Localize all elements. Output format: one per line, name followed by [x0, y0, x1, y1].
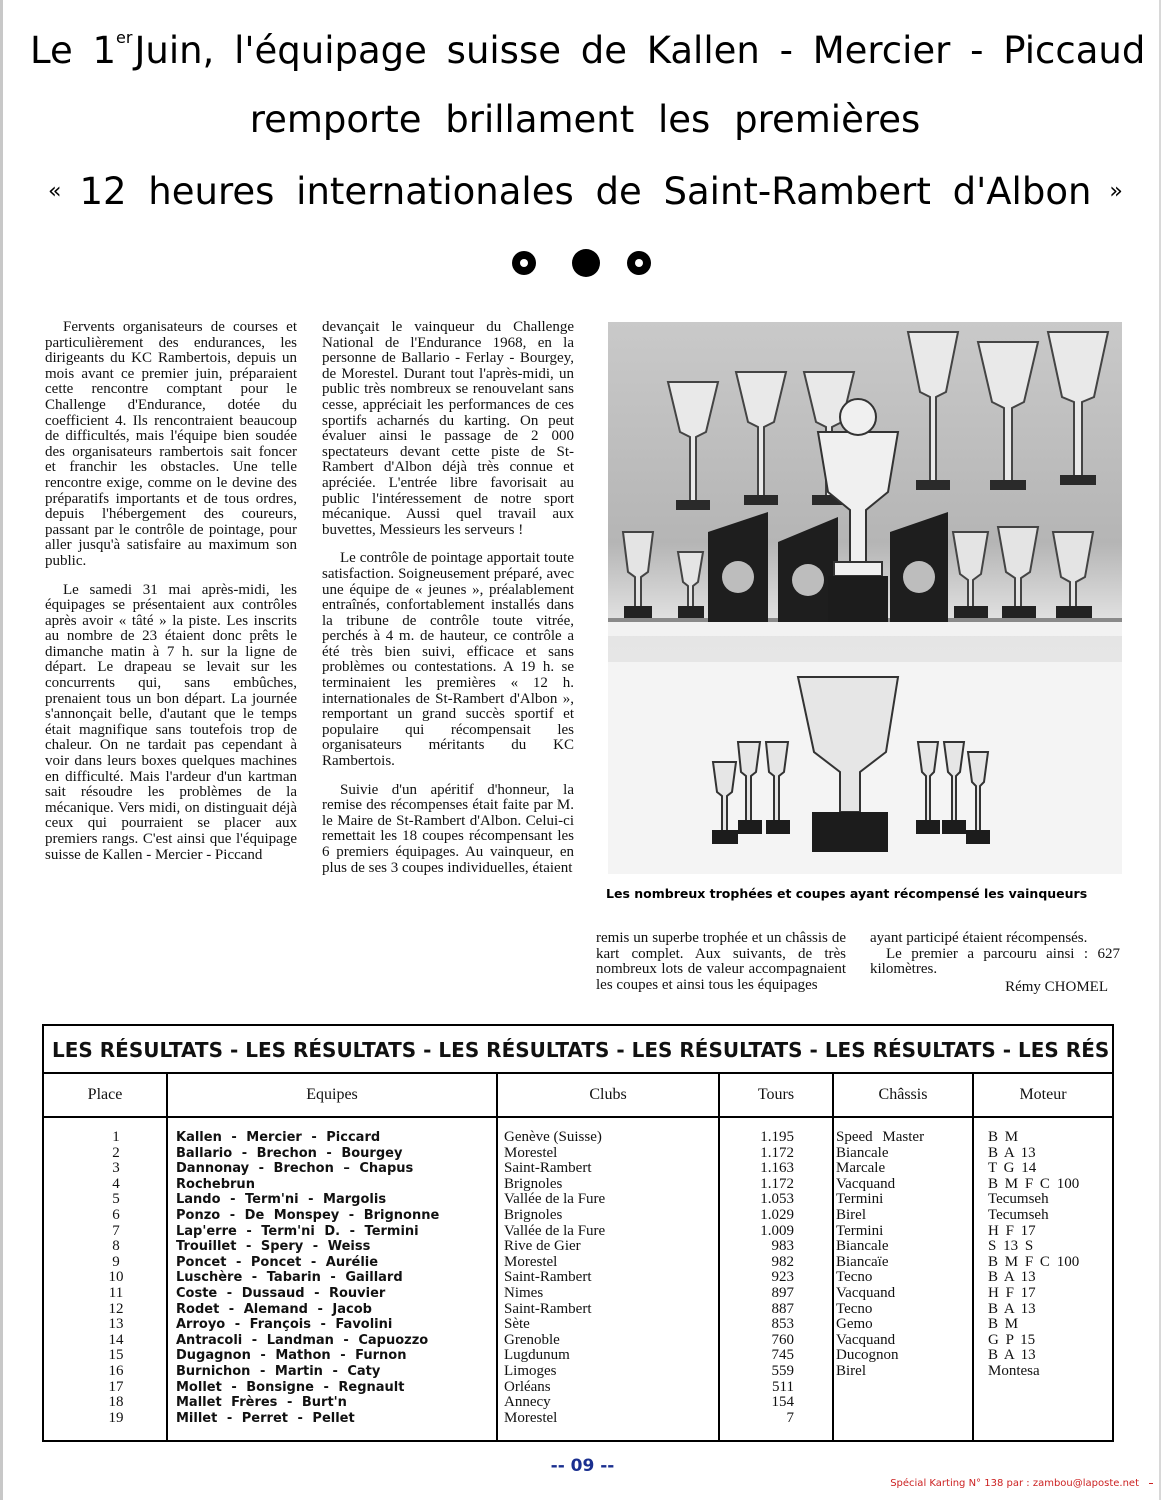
table-cell-chassis: Speed Master — [836, 1129, 925, 1145]
article-paragraph: Le contrôle de pointage apportait toute satisfaction. Soigneusement préparé, avec une équipe de « jeunes », préalablement entraînés, confortablement installés dans la tribune de contrôle toute vitrée, perchés à 4 m. de hauteur, ce contrôle a été très bien suivi, efficace et sans problèmes ou contestations. A 19 h. se terminaient les premières « 12 h. internationales de St-Rambert d'Albon », remportant un grand succès sportif et populaire qui récompensait les organisateurs méritants du KC Rambertois. — [322, 550, 574, 770]
table-cell-chassis: Marcale — [836, 1160, 886, 1177]
table-cell-moteur: B A 13 — [988, 1300, 1036, 1317]
results-column-place — [94, 1130, 138, 1426]
table-cell-moteur: B A 13 — [988, 1144, 1036, 1161]
table-cell-moteur: H F 17 — [988, 1222, 1036, 1239]
table-cell-tours: 1.172 — [760, 1175, 794, 1192]
header-chassis: Châssis — [878, 1086, 928, 1103]
table-cell-equipe: Dannonay - Brechon – Chapus — [176, 1161, 414, 1177]
table-cell-equipe: Dugagnon - Mathon - Furnon — [176, 1348, 407, 1364]
table-cell-place: 7 — [112, 1222, 120, 1239]
table-cell-chassis — [836, 1380, 924, 1396]
table-cell-club: Orléans — [504, 1378, 551, 1395]
page-edge-right — [1159, 0, 1161, 1500]
article-column-3a: remis un superbe trophée et un châssis de kart complet. Aux suivants, de très nombreux lots de valeur accompagnaient les coupes et ainsi tous les équipages — [596, 930, 846, 993]
table-cell-moteur: G P 15 — [988, 1331, 1036, 1348]
headline-text-b: Juin, l'équipage suisse de Kallen - Mercier - Piccaud — [134, 29, 1146, 72]
table-cell-club: Saint-Rambert — [504, 1160, 592, 1177]
table-cell-moteur — [988, 1380, 1079, 1396]
headline-superscript: er — [116, 28, 133, 47]
dot-left-icon — [512, 251, 536, 275]
table-cell-club: Brignoles — [504, 1175, 563, 1192]
table-cell-chassis: Vacquand — [836, 1331, 896, 1348]
table-cell-equipe: Ponzo - De Monspey - Brignonne — [176, 1207, 440, 1223]
table-cell-tours: 1.195 — [760, 1129, 794, 1145]
table-cell-tours: 982 — [771, 1253, 794, 1270]
article-paragraph: Le samedi 31 mai après-midi, les équipages se présentaient aux contrôles après avoir « tâté » la piste. Les inscrits au nombre de 23 étaient donc prêts le dimanche matin à 7 h. sur la ligne de départ. Le drapeau se levait sur les concurrents qui, sans embûches, prenaient tous un bon départ. La journée s'annonçait belle, d'autant que le temps était magnifique sans toutefois trop de chaleur. On ne tardait pas cependant à voir dans leurs boxes quelques machines en difficulté. Mais l'ardeur d'un kartman sait résoudre les problèmes de la mécanique. Vers midi, on distinguait déjà ceux qui pourraient se placer aux premiers rangs. C'est ainsi que l'équipage suisse de Kallen - Mercier - Piccand — [45, 581, 297, 863]
page-edge-left — [0, 0, 3, 1500]
table-cell-chassis: Termini — [836, 1222, 884, 1239]
table-cell-equipe: Luschère - Tabarin - Gaillard — [176, 1270, 403, 1286]
table-cell-club: Brignoles — [504, 1206, 563, 1223]
credit-line — [890, 1478, 1153, 1489]
table-cell-club: Vallée de la Fure — [504, 1191, 606, 1208]
dot-right-icon — [627, 251, 651, 275]
header-tours: Tours — [757, 1086, 795, 1103]
table-cell-equipe: Trouillet - Spery - Weiss — [176, 1239, 371, 1255]
table-cell-place: 19 — [108, 1409, 124, 1426]
table-cell-moteur: B M — [988, 1316, 1019, 1333]
table-cell-place: 1 — [112, 1129, 120, 1145]
table-cell-club: Morestel — [504, 1144, 558, 1161]
table-cell-equipe: Mallet Frères - Burt'n — [176, 1395, 347, 1411]
table-cell-moteur: Tecumseh — [988, 1206, 1049, 1223]
table-cell-tours: 760 — [771, 1331, 794, 1348]
results-column-clubs — [504, 1130, 605, 1426]
table-cell-chassis: Tecno — [836, 1269, 873, 1286]
table-cell-club: Morestel — [504, 1253, 558, 1270]
table-cell-equipe: Mollet - Bonsigne - Regnault — [176, 1379, 405, 1395]
table-cell-tours: 887 — [771, 1300, 794, 1317]
table-cell-club: Genève (Suisse) — [504, 1129, 602, 1145]
table-cell-tours: 853 — [771, 1316, 794, 1333]
table-cell-equipe: Antracoli - Landman - Capuozzo — [176, 1332, 429, 1348]
article-column-1 — [45, 320, 297, 876]
table-cell-chassis: Tecno — [836, 1300, 873, 1317]
column-divider — [718, 1074, 720, 1440]
dot-center-icon — [572, 249, 600, 277]
headline-text-c: 12 heures internationales de Saint-Rambert d'Albon — [79, 170, 1092, 213]
author-signature: Rémy CHOMEL — [1005, 978, 1108, 995]
table-cell-chassis: Vacquand — [836, 1175, 896, 1192]
table-cell-tours: 1.053 — [760, 1191, 794, 1208]
table-cell-chassis — [836, 1411, 924, 1427]
table-cell-club: Saint-Rambert — [504, 1300, 592, 1317]
table-cell-equipe: Ballario - Brechon - Bourgey — [176, 1145, 403, 1161]
table-cell-moteur: Montesa — [988, 1362, 1040, 1379]
table-cell-chassis: Vacquand — [836, 1284, 896, 1301]
table-cell-equipe: Millet - Perret - Pellet — [176, 1410, 355, 1426]
table-cell-equipe: Arroyo - François - Favolini — [176, 1317, 393, 1333]
table-cell-chassis — [836, 1395, 924, 1411]
table-cell-moteur: B M — [988, 1129, 1019, 1145]
table-cell-moteur: H F 17 — [988, 1284, 1036, 1301]
quote-open: « — [48, 179, 62, 204]
results-table — [42, 1024, 1114, 1442]
table-cell-moteur — [988, 1411, 1079, 1427]
table-cell-equipe: Poncet - Poncet - Aurélie — [176, 1254, 379, 1270]
table-cell-club: Lugdunum — [504, 1347, 570, 1364]
table-cell-tours: 923 — [771, 1269, 794, 1286]
table-cell-club: Annecy — [504, 1394, 551, 1411]
results-banner: LES RÉSULTATS - LES RÉSULTATS - LES RÉSULTATS - LES RÉSULTATS - LES RÉSULTATS - LES RÉS — [44, 1026, 1112, 1074]
table-cell-club: Morestel — [504, 1409, 558, 1426]
table-cell-tours: 7 — [786, 1409, 794, 1426]
table-cell-place: 16 — [108, 1362, 124, 1379]
article-paragraph: ayant participé étaient récompensés. — [870, 930, 1088, 946]
table-cell-equipe: Lap'erre - Term'ni D. - Termini — [176, 1223, 419, 1239]
table-cell-place: 5 — [112, 1191, 120, 1208]
table-cell-equipe: Lando - Term'ni - Margolis — [176, 1192, 387, 1208]
table-cell-place: 4 — [112, 1175, 120, 1192]
table-cell-tours: 511 — [772, 1378, 794, 1395]
table-cell-equipe: Burnichon - Martin - Caty — [176, 1363, 381, 1379]
table-cell-moteur: B M F C 100 — [988, 1175, 1080, 1192]
page-number: -- 09 -- — [550, 1456, 615, 1476]
table-cell-place: 9 — [112, 1253, 120, 1270]
table-cell-club: Grenoble — [504, 1331, 560, 1348]
column-divider — [972, 1074, 974, 1440]
table-cell-place: 11 — [108, 1284, 124, 1301]
article-paragraph: Suivie d'un apéritif d'honneur, la remise des récompenses était faite par M. le Maire de St-Rambert d'Albon. Celui-ci remettait les 18 coupes récompensant les 6 premiers équipages. Au vainqueur, en plus de ses 3 coupes individuelles, étaient — [322, 781, 574, 876]
table-cell-place: 10 — [108, 1269, 124, 1286]
header-clubs: Clubs — [589, 1086, 627, 1103]
table-cell-club: Saint-Rambert — [504, 1269, 592, 1286]
table-cell-moteur: B A 13 — [988, 1347, 1036, 1364]
table-cell-equipe: Coste - Dussaud - Rouvier — [176, 1285, 386, 1301]
table-cell-moteur: Tecumseh — [988, 1191, 1049, 1208]
results-column-moteur — [988, 1130, 1079, 1426]
table-cell-tours: 1.009 — [760, 1222, 794, 1239]
table-cell-place: 18 — [108, 1394, 124, 1411]
table-cell-equipe: Rodet - Alemand - Jacob — [176, 1301, 372, 1317]
table-cell-equipe: Rochebrun — [176, 1176, 255, 1192]
table-cell-moteur: T G 14 — [988, 1160, 1037, 1177]
table-cell-tours: 1.163 — [760, 1160, 794, 1177]
table-cell-club: Rive de Gier — [504, 1238, 581, 1255]
table-cell-club: Nimes — [504, 1284, 544, 1301]
table-cell-tours: 1.172 — [760, 1144, 794, 1161]
table-cell-chassis: Biancale — [836, 1238, 889, 1255]
table-cell-place: 3 — [112, 1160, 120, 1177]
table-cell-moteur: S 13 S — [988, 1238, 1034, 1255]
table-cell-tours: 897 — [771, 1284, 794, 1301]
results-column-equipes — [176, 1130, 439, 1426]
header-equipes: Equipes — [306, 1086, 358, 1103]
article-column-3b — [870, 931, 1120, 995]
table-cell-chassis: Birel — [836, 1206, 866, 1223]
headline-line-3 — [30, 170, 1140, 213]
table-cell-chassis: Biancaïe — [836, 1253, 889, 1270]
table-cell-chassis: Ducognon — [836, 1347, 899, 1364]
table-cell-chassis: Gemo — [836, 1316, 873, 1333]
table-cell-club: Sète — [504, 1316, 530, 1333]
trophies-illustration — [608, 322, 1122, 874]
credit-text: Spécial Karting N° 138 par : zambou@laposte.net — [890, 1478, 1139, 1489]
header-moteur: Moteur — [1019, 1086, 1067, 1103]
table-cell-tours: 983 — [771, 1238, 794, 1255]
table-cell-place: 12 — [108, 1300, 124, 1317]
table-cell-place: 13 — [108, 1316, 124, 1333]
table-cell-club: Vallée de la Fure — [504, 1222, 606, 1239]
table-cell-tours: 154 — [771, 1394, 794, 1411]
table-cell-moteur: B A 13 — [988, 1269, 1036, 1286]
table-cell-place: 15 — [108, 1347, 124, 1364]
table-cell-place: 2 — [112, 1144, 120, 1161]
table-cell-chassis: Biancale — [836, 1144, 889, 1161]
results-header-row — [44, 1074, 1112, 1118]
trophies-photo — [608, 322, 1122, 874]
table-cell-equipe: Kallen - Mercier - Piccard — [176, 1130, 381, 1145]
article-paragraph: devançait le vainqueur du Challenge National de l'Endurance 1968, en la personne de Ballario - Ferlay - Bourgey, de Morestel. Durant tout l'après-midi, un public très nombreux se renouvelant sans cesse, appréciait les performances de ces sportifs acharnés du karting. On peut évaluer ainsi le passage de 2 000 spectateurs devant cette piste de St-Rambert d'Albon déjà très connue et apréciée. L'entrée libre favorisait au public l'intéressement de notre sport mécanique. Aussi quel travail aux buvettes, Messieurs les serveurs ! — [322, 319, 574, 538]
header-place: Place — [87, 1086, 123, 1103]
column-divider — [832, 1074, 834, 1440]
table-cell-place: 14 — [108, 1331, 124, 1348]
table-cell-moteur: B M F C 100 — [988, 1253, 1080, 1270]
ornament-dots — [512, 248, 662, 278]
column-divider — [166, 1074, 168, 1440]
article-paragraph: Fervents organisateurs de courses et particulièrement des endurances, les dirigeants du KC Rambertois, depuis un mois avant ce premier juin, préparaient cette rencontre comptant pour le Challenge d'Endurance, dotée du coefficient 4. Ils rencontraient beaucoup de difficultés, mais l'équipe bien soudée des organisateurs rambertois sait foncer et franchir les obstacles. Une telle rencontre exige, comme on le devine des préparatifs importants et de tous ordres, depuis l'hébergement des coureurs, passant par le contrôle de pointage, pour aller jusqu'à satisfaire au maximum son public. — [45, 319, 297, 569]
quote-close: » — [1109, 179, 1123, 204]
article-paragraph: Le premier a parcouru ainsi : 627 kilomètres. — [870, 945, 1120, 978]
table-cell-place: 17 — [108, 1378, 124, 1395]
table-cell-moteur — [988, 1395, 1079, 1411]
table-cell-tours: 559 — [771, 1362, 794, 1379]
results-column-tours — [732, 1130, 794, 1426]
table-cell-chassis: Termini — [836, 1191, 884, 1208]
table-cell-club: Limoges — [504, 1362, 557, 1379]
column-divider — [496, 1074, 498, 1440]
table-cell-place: 6 — [112, 1206, 120, 1223]
headline-line-2: remporte brillament les premières — [249, 98, 921, 141]
table-cell-place: 8 — [112, 1238, 120, 1255]
table-cell-tours: 745 — [771, 1347, 794, 1364]
photo-caption: Les nombreux trophées et coupes ayant récompensé les vainqueurs — [606, 886, 1088, 901]
article-column-2 — [322, 320, 574, 889]
table-cell-chassis: Birel — [836, 1362, 866, 1379]
table-cell-tours: 1.029 — [760, 1206, 794, 1223]
results-column-chassis — [836, 1130, 924, 1426]
headline-text-a: Le 1 — [30, 29, 117, 72]
headline-line-1 — [30, 28, 1146, 72]
